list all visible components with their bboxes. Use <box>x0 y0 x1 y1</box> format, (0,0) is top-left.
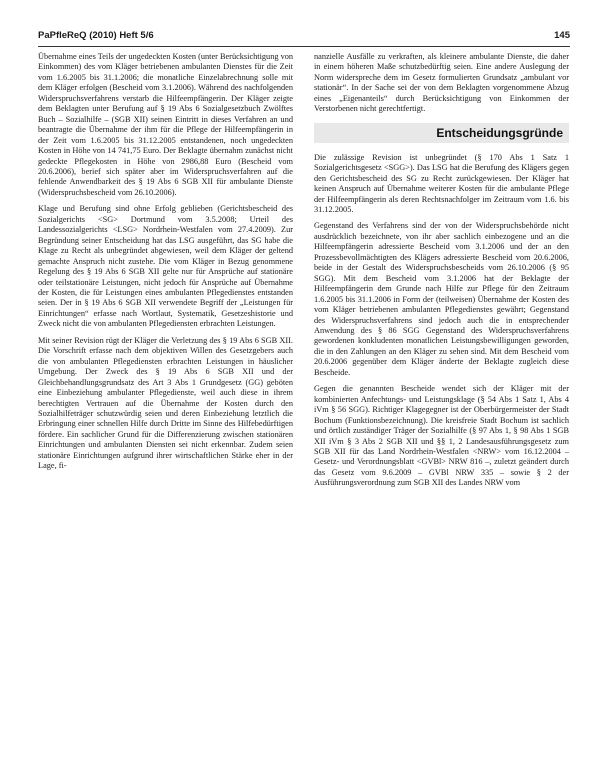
paragraph: Klage und Berufung sind ohne Erfolg geblieben (Gerichtsbescheid des Sozialgerichts <SG> Dortmund vom 3.5.2008; Urteil des Landessozialgerichts <LSG> Nordrhein-Westfalen vom 27.4.2009). Zur Begründung seiner Entscheidung hat das LSG ausgeführt, das SG habe die Klage zu Recht als unbegründet abgewiesen, weil dem Kläger der geltend gemachte Anspruch nicht zustehe. Die vom Kläger in Bezug genommene Regelung des § 19 Abs 6 SGB XII gelte nur für Ansprüche auf stationäre oder teilstationäre Leistungen, nicht jedoch für Ansprüche auf Übernahme der Kosten, die für Leistungen eines ambulanten Pflegedienstes entstanden seien. Der in § 19 Abs 6 SGB XII verwendete Begriff der „Leistungen für Einrichtungen“ erfasse nach Wortlaut, Systematik, Gesetzeshistorie und Zweck nicht die von ambulanten Pflegediensten erbrachten Leistungen. <box>38 204 293 329</box>
left-column <box>38 52 293 478</box>
header-divider <box>38 46 570 47</box>
running-header <box>38 30 570 44</box>
right-column <box>314 52 569 495</box>
page-number: 145 <box>554 30 570 41</box>
paragraph: Die zulässige Revision ist unbegründet (§ 170 Abs 1 Satz 1 Sozialgerichtsgesetz <SGG>). Das LSG hat die Berufung des Klägers gegen den Gerichtsbescheid des SG zu Recht zurückgewiesen. Der Kläger hat keinen Anspruch auf Übernahme weiterer Kosten für die ambulante Pflege der Hilfeempfängerin als deren Rechtsnachfolger im Zeitraum vom 1.6. bis 31.12.2005. <box>314 152 569 214</box>
paragraph: Übernahme eines Teils der ungedeckten Kosten (unter Berücksichtigung von Einkommen) des vom Kläger betriebenen ambulanten Dienstes für die Zeit vom 1.6.2005 bis 31.1.2006; die monatliche Einzelabrechnung solle mit dem Kläger erfolgen (Bescheid vom 3.1.2006). Während des nachfolgenden Widerspruchsverfahrens verstarb die Hilfeempfängerin. Der Kläger zeigte dem Beklagten unter Berufung auf § 19 Abs 6 Sozialgesetzbuch Zwölftes Buch – Sozialhilfe – (SGB XII) seinen Eintritt in dieses Verfahren an und beantragte die Übernahme der ihm für die Pflege der Hilfeempfängerin in der Zeit vom 1.6.2005 bis 31.12.2005 entstandenen, noch ungedeckten Kosten in Höhe von 14 741,75 Euro. Der Beklagte übernahm zunächst nicht gedeckte Pflegekosten in Höhe von 2986,88 Euro (Bescheid vom 20.6.2006), berief sich später aber im Widerspruchsverfahren auf die fehlende Anwendbarkeit des § 19 Abs 6 SGB XII für ambulante Dienste (Widerspruchsbescheid vom 26.10.2006). <box>38 52 294 197</box>
paragraph: Gegen die genannten Bescheide wendet sich der Kläger mit der kombinierten Anfechtungs- und Leistungsklage (§ 54 Abs 1 Satz 1, Abs 4 iVm § 56 SGG). Richtiger Klagegegner ist der Oberbürgermeister der Stadt Bochum (Funktionsbezeichnung). Die kreisfreie Stadt Bochum ist sachlich und örtlich zuständiger Träger der Sozialhilfe (§ 97 Abs 1, § 98 Abs 1 SGB XII iVm § 3 Abs 2 SGB XII und §§ 1, 2 Landesausführungsgesetz zum SGB XII für das Land Nordrhein-Westfalen <NRW> vom 16.12.2004 – Gesetz- und Verordnungsblatt <GVBl> NRW 816 –, zuletzt geändert durch das Gesetz vom 9.6.2009 – GVBl NRW 335 – sowie § 2 der Ausführungsverordnung zum SGB XII des Landes NRW vom <box>314 384 569 488</box>
section-heading: Entscheidungsgründe <box>314 123 569 143</box>
journal-title: PaPfleReQ (2010) Heft 5/6 <box>38 30 154 41</box>
paragraph: Gegenstand des Verfahrens sind der von der Widerspruchsbehörde nicht ausdrücklich bezeichnete, von ihr aber sachlich einbezogene und an die Hilfeempfängerin adressierte Bescheid vom 3.1.2006 und der an den Prozessbevollmächtigten des Klägers adressierte Bescheid vom 20.6.2006, beide in der Gestalt des Widerspruchsbescheids vom 26.10.2006 (§ 95 SGG). Mit dem Bescheid vom 3.1.2006 hat der Beklagte der Hilfeempfängerin dem Grunde nach Hilfe zur Pflege für den Zeitraum 1.6.2005 bis 31.1.2006 in Form der (teilweisen) Übernahme der Kosten des vom Kläger betriebenen ambulanten Pflegedienstes gewährt; Gegenstand des Widerspruchsverfahrens sind jedoch auch die in entsprechender Anwendung des § 86 SGG Gegenstand des Widerspruchsverfahrens gewordenen konkludenten monatlichen Leistungsbewilligungen geworden, die in den Zahlungen an den Kläger zu sehen sind. Mit dem Bescheid vom 20.6.2006 gegenüber dem Kläger änderte der Beklagte zugleich diese Bescheide. <box>314 221 569 377</box>
paragraph: Mit seiner Revision rügt der Kläger die Verletzung des § 19 Abs 6 SGB XII. Die Vorschrift erfasse nach dem objektiven Willen des Gesetzgebers auch die von ambulanten Pflegediensten erbrachten Leistungen in häuslicher Umgebung. Der Zweck des § 19 Abs 6 SGB XII und der Gleichbehandlungsgrundsatz des Art 3 Abs 1 Grundgesetz (GG) geböten eine Einbeziehung ambulanter Pflegedienste, weil auch diese in ihrem berechtigten Vertrauen auf die Übernahme der Kosten durch den Sozialhilfeträger schutzwürdig seien und deren Einbeziehung letztlich die Erbringung einer schnellen Hilfe durch Dritte im Sinne des Hilfebedürftigen fördere. Ein sachlicher Grund für die Differenzierung zwischen stationären Einrichtungen und ambulanten Diensten sei nicht erkennbar. Zudem seien stationäre Einrichtungen aufgrund ihrer wirtschaftlichen Stärke eher in der Lage, fi- <box>38 335 293 471</box>
paragraph: nanzielle Ausfälle zu verkraften, als kleinere ambulante Dienste, die daher in einem höheren Maße schutzbedürftig seien. Eine andere Auslegung der Norm widerspreche dem im Gesetz formulierten Grundsatz „ambulant vor stationär“. In der Sache sei der von dem Beklagten vorgenommene Abzug eines „Eigenanteils“ durch Berücksichtigung von Einkommen der Verstorbenen nicht gerechtfertigt. <box>314 52 569 114</box>
